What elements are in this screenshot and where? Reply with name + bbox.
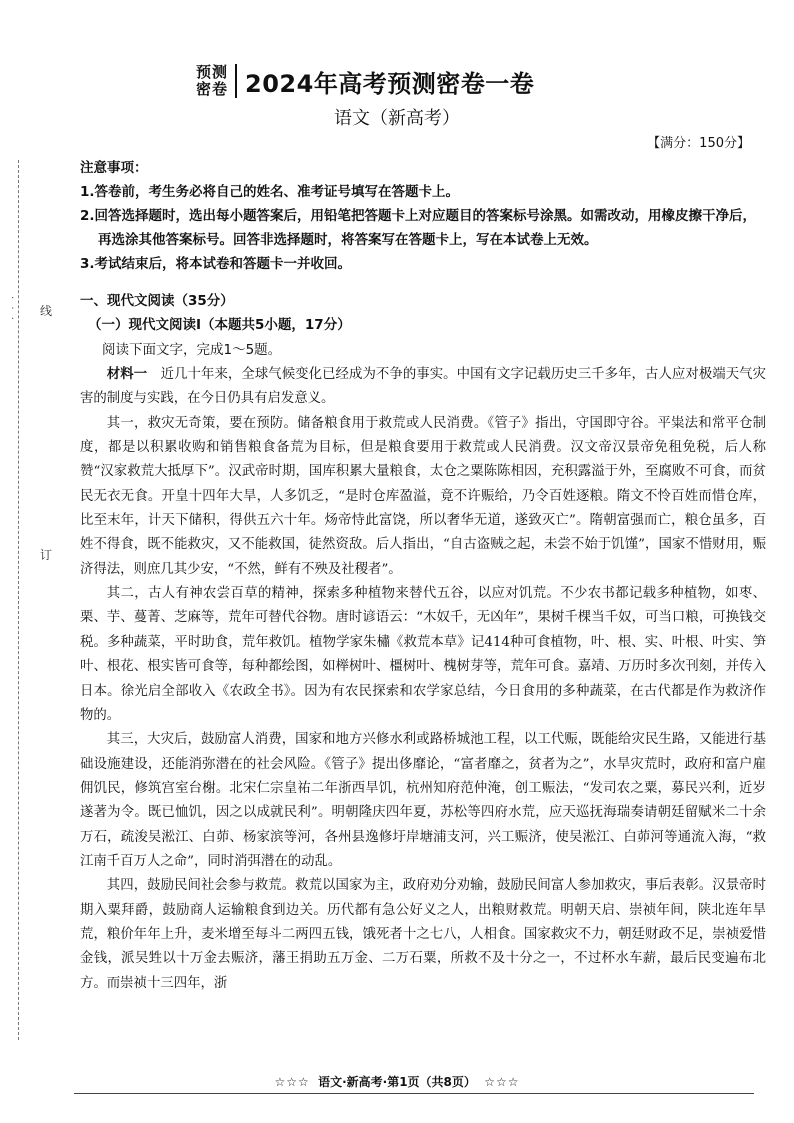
exam-subject: 语文（新高考） [334, 108, 460, 129]
binding-mark-line: 线 [40, 304, 53, 318]
exam-tag-line1: 预测 [196, 63, 229, 81]
reading-section [80, 289, 766, 996]
exam-title: 2024年高考预测密卷一卷 [245, 69, 535, 98]
notice-title: 注意事项： [80, 160, 148, 176]
notice-item: 3.考试结束后，将本试卷和答题卡一并收回。 [80, 256, 352, 272]
paragraph: 其二，古人有神农尝百草的精神，探索多种植物来替代五谷，以应对饥荒。不少农书都记载多种植物，如枣、栗、芋、蔓菁、芝麻等，荒年可替代谷物。唐时谚语云：“木奴千，无凶年”，果树千棵当千奴，可当口粮，可换钱交税。多种蔬菜，平时助食，荒年救饥。植物学家朱橚《救荒本草》记414种可食植物，叶、根、实、叶根、叶实、笋叶、根花、根实皆可食等，每种都绘图，如榉树叶、橿树叶、槐树芽等，荒年可食。嘉靖、万历时多次刊刻，并传入日本。徐光启全部收入《农政全书》。因为有农民探索和农学家总结，今日食用的多种蔬菜，在古代都是作为救济作物的。 [80, 586, 766, 723]
exam-tag [196, 64, 228, 98]
paragraph: 其四，鼓励民间社会参与救荒。救荒以国家为主，政府劝分劝输，鼓励民间富人参加救灾，事后表彰。汉景帝时期入粟拜爵，鼓励商人运输粮食到边关。历代都有急公好义之人，出粮财救荒。明朝天启、崇祯年间，陕北连年旱荒，粮价年年上升，麦米增至每斗二两四五钱，饿死者十之七八，人相食。国家救灾不力，朝廷财政不足，崇祯爱惜金钱，派吴甡以十万金去赈济，藩王捐助五万金、二万石粟，所救不及十分之一，不过杯水车薪，最后民变遍布北方。而崇祯十三四年，浙 [80, 878, 766, 991]
footer-page-info: 语文·新高考·第1页（共8页） [318, 1075, 476, 1089]
notice-item: 2.回答选择题时，选出每小题答案后，用铅笔把答题卡上对应题目的答案标号涂黑。如需改动，用橡皮擦干净后，再选涂其他答案标号。回答非选择题时，将答案写在答题卡上，写在本试卷上无效。 [80, 208, 757, 248]
footer-stars-left: ☆☆☆ [274, 1075, 310, 1089]
section-instruction: 阅读下面文字，完成1～5题。 [102, 341, 282, 358]
footer-stars-right: ☆☆☆ [484, 1075, 520, 1089]
section-subtitle: （一）现代文阅读Ⅰ（本题共5小题，17分） [88, 317, 351, 334]
paragraph: 其三，大灾后，鼓励富人消费，国家和地方兴修水利或路桥城池工程，以工代赈，既能给灾民生路，又能进行基础设施建设，还能消弥潜在的社会风险。《管子》提出侈靡论，“富者靡之，贫者为之”，水旱灾荒时，政府和富户雇佣饥民，修筑宫室台榭。北宋仁宗皇祐二年浙西旱饥，杭州知府范仲淹，创工赈法，“发司农之粟，募民兴利，近岁遂著为令。既已恤饥，因之以成就民利”。明朝隆庆四年夏，苏松等四府水荒，应天巡抚海瑞奏请朝廷留赋米二十余万石，疏浚吴淞江、白茆、杨家滨等河，各州县逸修圩岸塘浦支河，兴工赈济，使吴淞江、白茆河等通流入海，“救江南千百万人之命”，同时消弭潜在的动乱。 [80, 732, 766, 869]
header-divider [235, 64, 237, 98]
notice-block [80, 156, 764, 276]
binding-dots: · · · [6, 296, 17, 322]
notice-item: 1.答卷前，考生务必将自己的姓名、准考证号填写在答题卡上。 [80, 184, 460, 200]
exam-tag-line2: 密卷 [196, 80, 229, 98]
exam-header [196, 60, 534, 102]
paragraph: 其一，救灾无奇策，要在预防。储备粮食用于救荒或人民消费。《管子》指出，守国即守谷。平粜法和常平仓制度，都是以积累收购和销售粮食备荒为目标，但是粮食要用于救荒或人民消费。汉文帝汉景帝免租免税，后人称赞“汉家救荒大抵厚下”。汉武帝时期，国库积累大量粮食，太仓之粟陈陈相因，充积露溢于外，至腐败不可食，而贫民无衣无食。开皇十四年大旱，人多饥乏，“是时仓库盈溢，竟不许赈给，乃令百姓逐粮。隋文不怜百姓而惜仓库，比至末年，计天下储积，得供五六十年。炀帝恃此富饶，所以奢华无道，遂致灭亡”。隋朝富强而亡，粮仓虽多，百姓不得食，既不能救灾，又不能救国，徒然资敌。后人指出，“自古盗贼之起，未尝不始于饥馑”，国家不惜财用，赈济得法，则庶几其少安，“不然，鲜有不殃及社稷者”。 [80, 415, 766, 577]
section-title: 一、现代文阅读（35分） [80, 293, 234, 309]
page-footer [0, 1073, 794, 1090]
paragraph-text: 近几十年来，全球气候变化已经成为不争的事实。中国有文字记载历史三千多年，古人应对极端天气灾害的制度与实践，在今日仍具有启发意义。 [80, 367, 767, 407]
full-score: 【满分：150分】 [647, 136, 750, 151]
binding-mark-staple: 订 [40, 548, 53, 562]
footer-rule [74, 1093, 754, 1094]
paragraph [80, 362, 766, 412]
binding-dashed-line [18, 160, 19, 1040]
material-label: 材料一 [106, 366, 148, 383]
